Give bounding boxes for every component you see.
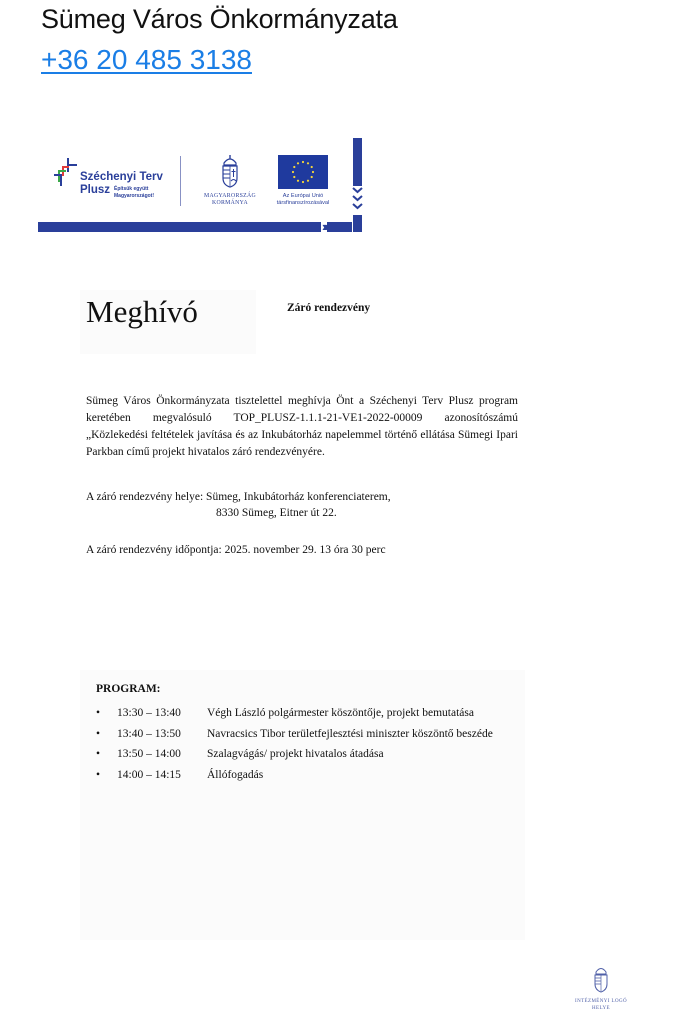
institution-logo-line-2: HELYE: [592, 1006, 610, 1011]
bullet-icon: •: [96, 707, 101, 719]
government-line-2: KORMÁNYA: [212, 200, 248, 206]
event-location: A záró rendezvény helye: Sümeg, Inkubátorház konferenciaterem,: [86, 491, 391, 503]
program-description: Szalagvágás/ projekt hivatalos átadása: [207, 748, 384, 760]
szechenyi-plus: Plusz: [80, 184, 111, 196]
szechenyi-title: Széchenyi Terv: [80, 171, 163, 183]
program-description: Végh László polgármester köszöntője, projekt bemutatása: [207, 707, 474, 719]
program-description: Navracsics Tibor területfejlesztési miniszter köszöntő beszéde: [207, 727, 493, 740]
page-title: Meghívó: [86, 294, 198, 329]
organization-name: Sümeg Város Önkormányzata: [41, 4, 398, 34]
eu-line-2: társfinanszírozásával: [276, 200, 330, 206]
bullet-icon: •: [96, 768, 101, 781]
institution-logo-line-1: INTÉZMÉNYI LOGÓ: [575, 999, 627, 1004]
event-subtitle: Záró rendezvény: [287, 302, 371, 314]
program-heading: PROGRAM:: [96, 683, 161, 695]
slogan-line-2: Magyarországot!: [114, 192, 155, 199]
program-time: 14:00 – 14:15: [117, 768, 181, 781]
chevron-right-icon: ›››: [322, 219, 326, 234]
institution-logo-placeholder: [570, 965, 632, 1012]
event-address: 8330 Sümeg, Eitner út 22.: [216, 507, 337, 519]
eu-line-1: Az Európai Unió: [282, 193, 324, 199]
phone-link[interactable]: +36 20 485 3138: [41, 44, 252, 75]
slogan-line-1: Építsük együtt: [114, 186, 149, 192]
program-time: 13:40 – 13:50: [117, 727, 181, 740]
invitation-paragraph: Sümeg Város Önkormányzata tisztelettel meghívja Önt a Széchenyi Terv Plusz program keretében megvalósuló TOP_PLUSZ-1.1.1-21-VE1-2022-00009 azonosítószámú „Közlekedési feltételek javítása és az Inkubátorház napelemmel történő ellátása Sümegi Ipari Parkban című projekt hivatalos záró rendezvényére.: [86, 395, 518, 458]
bullet-icon: •: [96, 727, 101, 740]
program-time: 13:50 – 14:00: [117, 748, 181, 760]
program-time: 13:30 – 13:40: [117, 707, 181, 719]
coat-of-arms-icon: [593, 965, 609, 993]
government-line-1: MAGYARORSZÁG: [204, 193, 256, 199]
institution-logo-text: [570, 998, 632, 1012]
bullet-icon: •: [96, 748, 101, 760]
event-date: A záró rendezvény időpontja: 2025. november 29. 13 óra 30 perc: [86, 544, 386, 556]
program-description: Állófogadás: [207, 768, 264, 781]
